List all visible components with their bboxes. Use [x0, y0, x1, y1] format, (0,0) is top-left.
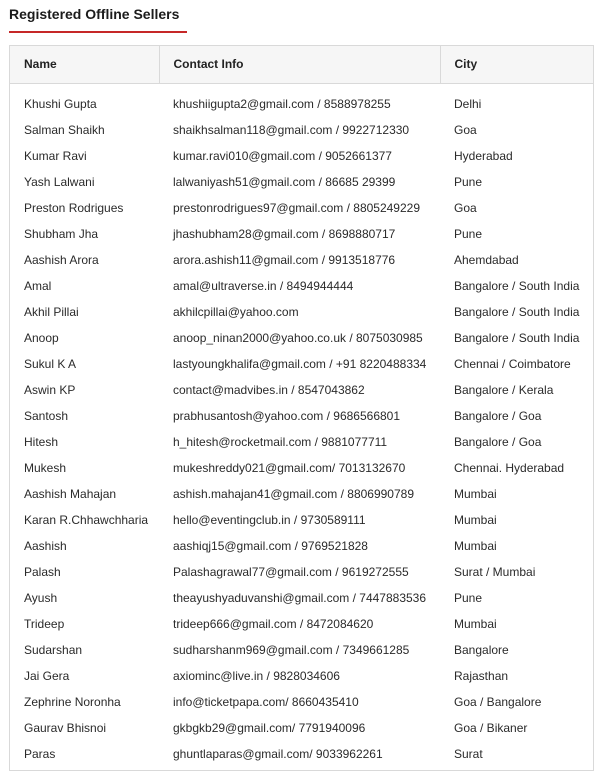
seller-name: Jai Gera	[24, 669, 70, 683]
seller-name: Khushi Gupta	[24, 97, 97, 112]
seller-city: Mumbai	[454, 617, 497, 631]
seller-name: Trideep	[24, 617, 65, 631]
table-row	[10, 403, 594, 429]
table-row	[10, 533, 594, 559]
column-header-city: City	[440, 46, 594, 83]
table-row	[10, 377, 594, 403]
seller-city: Chennai. Hyderabad	[454, 461, 565, 475]
seller-contact: prestonrodrigues97@gmail.com / 8805249229	[173, 201, 421, 215]
table-row	[10, 559, 594, 585]
seller-name: Yash Lalwani	[24, 175, 95, 189]
seller-city: Delhi	[454, 97, 482, 112]
seller-city: Bangalore / Goa	[454, 435, 542, 449]
seller-contact: hello@eventingclub.in / 9730589111	[173, 513, 366, 527]
table-row	[10, 117, 594, 143]
seller-name: Preston Rodrigues	[24, 201, 124, 215]
table-row	[10, 429, 594, 455]
seller-contact: ghuntlaparas@gmail.com/ 9033962261	[173, 747, 383, 761]
seller-contact: arora.ashish11@gmail.com / 9913518776	[173, 253, 396, 267]
table-row	[10, 247, 594, 273]
seller-contact: jhashubham28@gmail.com / 8698880717	[173, 227, 396, 241]
seller-city: Surat	[454, 747, 483, 761]
table-row	[10, 169, 594, 195]
seller-contact: shaikhsalman118@gmail.com / 9922712330	[173, 123, 410, 137]
seller-contact: ashish.mahajan41@gmail.com / 8806990789	[173, 487, 415, 501]
table-row	[10, 83, 594, 117]
seller-name: Hitesh	[24, 435, 59, 449]
seller-city: Mumbai	[454, 487, 497, 501]
table-row	[10, 637, 594, 663]
seller-contact: prabhusantosh@yahoo.com / 9686566801	[173, 409, 401, 423]
seller-contact: mukeshreddy021@gmail.com/ 7013132670	[173, 461, 406, 475]
seller-contact: contact@madvibes.in / 8547043862	[173, 383, 365, 397]
seller-name: Aashish Arora	[24, 253, 99, 267]
seller-contact: anoop_ninan2000@yahoo.co.uk / 8075030985	[173, 331, 423, 345]
seller-city: Bangalore / Goa	[454, 409, 542, 423]
seller-contact: info@ticketpapa.com/ 8660435410	[173, 695, 359, 709]
seller-city: Goa	[454, 123, 477, 137]
table-row	[10, 325, 594, 351]
seller-city: Pune	[454, 227, 483, 241]
sellers-table	[9, 45, 594, 771]
seller-city: Bangalore / South India	[454, 279, 580, 293]
seller-contact: amal@ultraverse.in / 8494944444	[173, 279, 354, 293]
seller-name: Mukesh	[24, 461, 67, 475]
seller-name: Aashish Mahajan	[24, 487, 117, 501]
seller-city: Mumbai	[454, 513, 497, 527]
seller-contact: trideep666@gmail.com / 8472084620	[173, 617, 374, 631]
seller-city: Bangalore	[454, 643, 509, 657]
table-row	[10, 481, 594, 507]
seller-city: Mumbai	[454, 539, 497, 553]
table-row	[10, 741, 594, 767]
seller-contact: akhilcpillai@yahoo.com	[173, 305, 299, 319]
table-row	[10, 507, 594, 533]
table-row	[10, 585, 594, 611]
seller-name: Kumar Ravi	[24, 149, 87, 163]
seller-name: Ayush	[24, 591, 58, 605]
seller-name: Aswin KP	[24, 383, 76, 397]
seller-name: Sukul K A	[24, 357, 77, 371]
seller-city: Bangalore / South India	[454, 331, 580, 345]
seller-city: Goa / Bikaner	[454, 721, 528, 735]
seller-name: Sudarshan	[24, 643, 83, 657]
seller-city: Goa	[454, 201, 477, 215]
seller-city: Goa / Bangalore	[454, 695, 542, 709]
column-header-name: Name	[10, 46, 159, 83]
seller-name: Paras	[24, 747, 56, 761]
column-header-contact: Contact Info	[159, 46, 440, 83]
table-row	[10, 221, 594, 247]
seller-contact: aashiqj15@gmail.com / 9769521828	[173, 539, 368, 553]
table-row	[10, 611, 594, 637]
seller-contact: khushiigupta2@gmail.com / 8588978255	[173, 97, 391, 112]
seller-name: Anoop	[24, 331, 59, 345]
table-row	[10, 455, 594, 481]
seller-city: Bangalore / South India	[454, 305, 580, 319]
seller-name: Zephrine Noronha	[24, 695, 121, 709]
table-row	[10, 689, 594, 715]
table-row	[10, 273, 594, 299]
seller-name: Amal	[24, 279, 52, 293]
title-underline	[9, 31, 187, 33]
table-row	[10, 143, 594, 169]
seller-contact: Palashagrawal77@gmail.com / 9619272555	[173, 565, 409, 579]
seller-contact: sudharshanm969@gmail.com / 7349661285	[173, 643, 410, 657]
table-row	[10, 663, 594, 689]
seller-contact: lalwaniyash51@gmail.com / 86685 29399	[173, 175, 396, 189]
seller-contact: h_hitesh@rocketmail.com / 9881077711	[173, 435, 388, 449]
seller-name: Akhil Pillai	[24, 305, 79, 319]
seller-city: Hyderabad	[454, 149, 513, 163]
seller-city: Rajasthan	[454, 669, 509, 683]
seller-name: Karan R.Chhawchharia	[24, 513, 149, 527]
seller-contact: kumar.ravi010@gmail.com / 9052661377	[173, 149, 392, 163]
seller-city: Ahemdabad	[454, 253, 519, 267]
page-title: Registered Offline Sellers	[9, 6, 180, 22]
seller-name: Aashish	[24, 539, 67, 553]
seller-city: Pune	[454, 591, 483, 605]
seller-contact: theayushyaduvanshi@gmail.com / 7447883536	[173, 591, 427, 605]
seller-name: Salman Shaikh	[24, 123, 105, 137]
seller-name: Santosh	[24, 409, 69, 423]
seller-name: Shubham Jha	[24, 227, 99, 241]
seller-name: Palash	[24, 565, 61, 579]
table-header-row	[10, 46, 594, 83]
seller-city: Bangalore / Kerala	[454, 383, 554, 397]
table-row	[10, 715, 594, 741]
seller-contact: gkbgkb29@gmail.com/ 7791940096	[173, 721, 366, 735]
seller-city: Pune	[454, 175, 483, 189]
seller-city: Chennai / Coimbatore	[454, 357, 571, 371]
seller-name: Gaurav Bhisnoi	[24, 721, 107, 735]
table-row	[10, 351, 594, 377]
table-row	[10, 195, 594, 221]
seller-city: Surat / Mumbai	[454, 565, 536, 579]
table-row	[10, 299, 594, 325]
seller-contact: axiominc@live.in / 9828034606	[173, 669, 340, 683]
seller-contact: lastyoungkhalifa@gmail.com / +91 8220488334	[173, 357, 427, 371]
